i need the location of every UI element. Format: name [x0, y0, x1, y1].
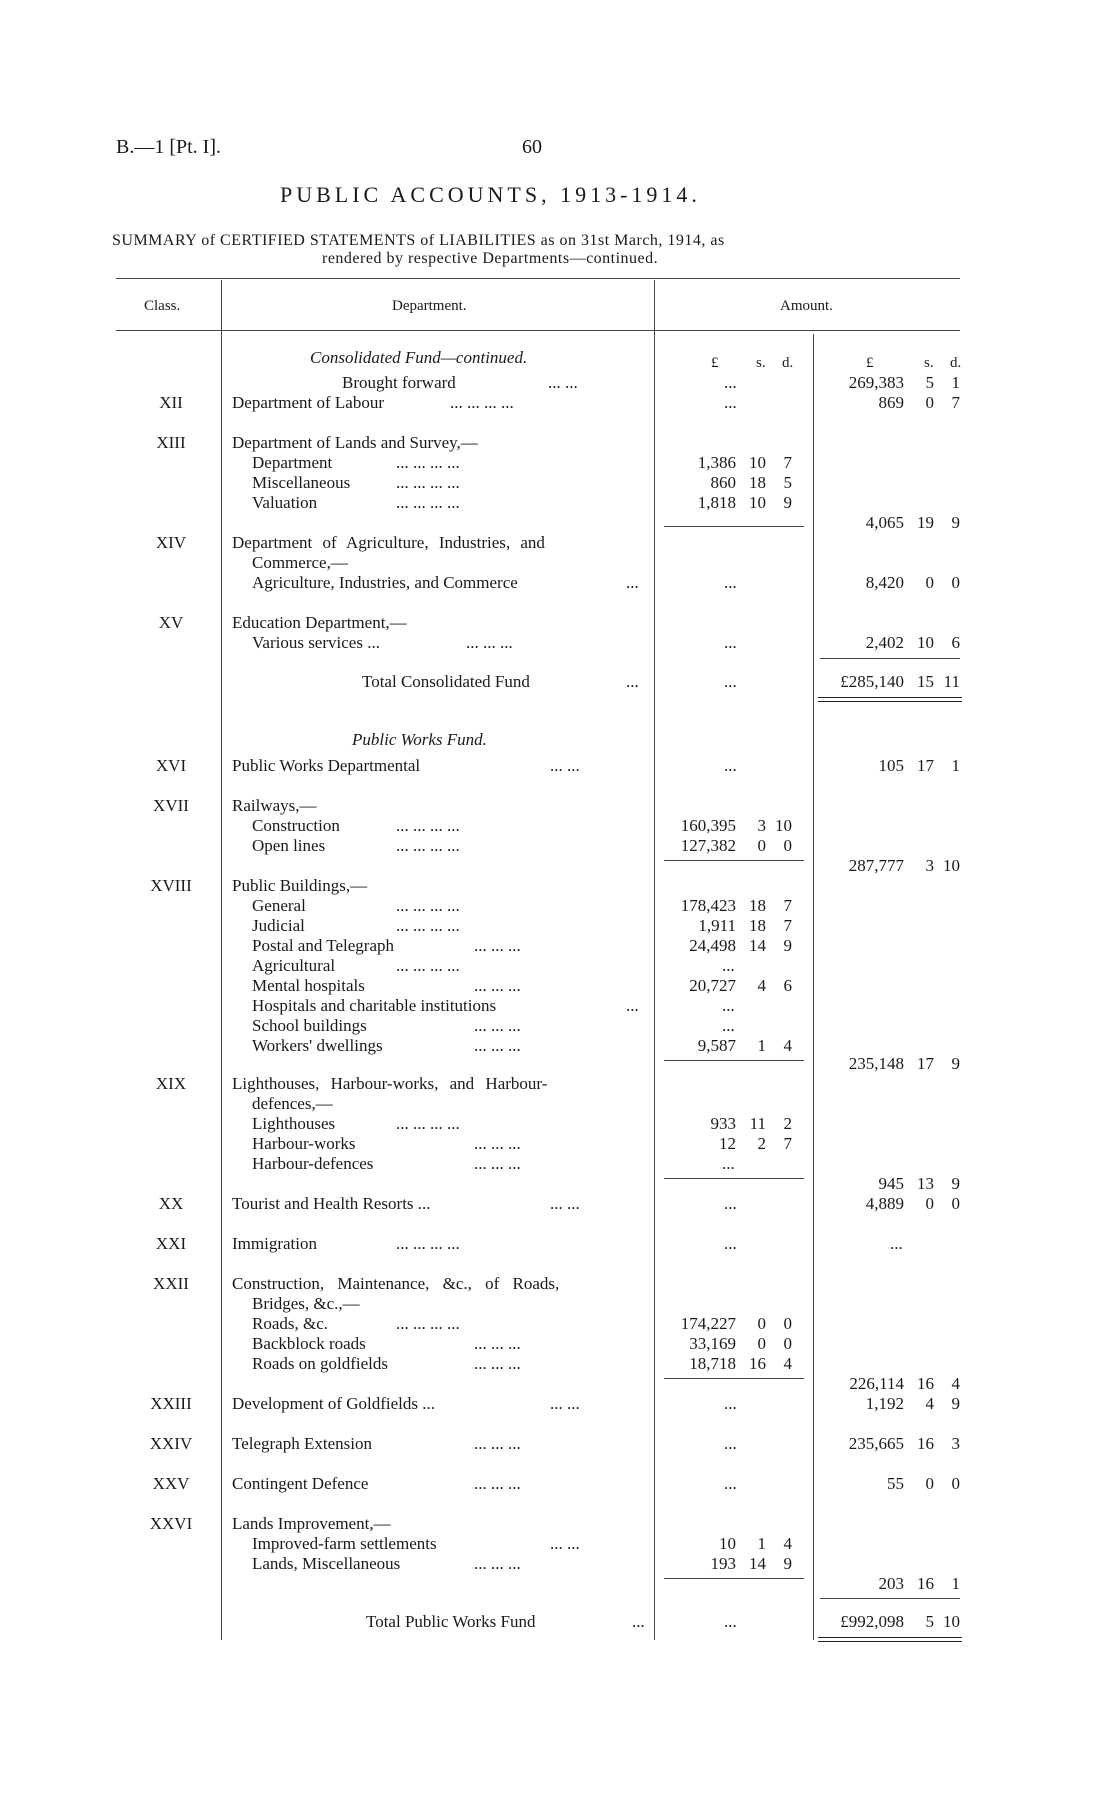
leader-dots: ... ... — [550, 1394, 580, 1413]
col-header-amount: Amount. — [780, 298, 833, 314]
leader-dots: ... ... — [550, 1194, 580, 1213]
total-pounds: 203 — [878, 1574, 904, 1593]
subtitle-line-1: SUMMARY of CERTIFIED STATEMENTS of LIABILITIES as on 31st March, 1914, as — [112, 232, 725, 249]
item-label: Improved-farm settlements — [252, 1534, 437, 1553]
sub-pence: 7 — [783, 916, 792, 935]
sub-pounds: 193 — [710, 1554, 736, 1573]
sub-pounds: 174,227 — [680, 1314, 736, 1333]
sub-shillings: 18 — [749, 896, 766, 915]
class-number: XXI — [155, 1234, 187, 1253]
item-label: Lands, Miscellaneous — [252, 1554, 401, 1573]
leader-dots: ... ... ... — [474, 1334, 521, 1353]
item-label: Roads, &c. — [252, 1314, 329, 1333]
sub-amount-blank: ... — [724, 1434, 737, 1453]
leader-dots: ... ... ... ... — [396, 836, 460, 855]
item-label: Agriculture, Industries, and Commerce — [252, 573, 518, 592]
total-pence: 9 — [951, 1394, 960, 1413]
sub-pence: 4 — [783, 1354, 792, 1373]
item-label: Department — [252, 453, 333, 472]
sub-pence: 7 — [783, 453, 792, 472]
page-number: 60 — [522, 136, 542, 158]
department-label-cont: defences,— — [252, 1094, 333, 1113]
total-pounds: 945 — [878, 1174, 904, 1193]
leader-dots: ... ... ... ... — [396, 896, 460, 915]
total-shillings: 10 — [917, 633, 934, 652]
sub-amount-blank: ... — [724, 1474, 737, 1493]
sub-shillings: 16 — [749, 1354, 766, 1373]
leader-dots: ... ... — [550, 756, 580, 775]
sub-shillings: 11 — [749, 1114, 766, 1133]
sub-pence: 6 — [783, 976, 792, 995]
leader-dots: ... ... ... — [466, 633, 513, 652]
sub-pounds: 1,818 — [697, 493, 736, 512]
unit-s-sub: s. — [756, 355, 766, 371]
class-number: XX — [158, 1194, 184, 1213]
sub-pounds: 178,423 — [680, 896, 736, 915]
total-pence: 4 — [951, 1374, 960, 1393]
sub-pence: 9 — [783, 936, 792, 955]
leader-dots: ... — [626, 996, 639, 1015]
sub-pence: 9 — [783, 493, 792, 512]
leader-dots: ... — [626, 672, 639, 691]
sub-shillings: 0 — [757, 836, 766, 855]
class-number: XXIV — [149, 1434, 193, 1453]
leader-dots: ... ... ... ... — [396, 1314, 460, 1333]
sub-amount-blank: ... — [724, 573, 737, 592]
subtotal-rule — [664, 1378, 804, 1379]
leader-dots: ... ... ... ... — [396, 473, 460, 492]
sub-pence: 10 — [775, 816, 792, 835]
sub-shillings: 1 — [757, 1534, 766, 1553]
department-label-cont: Bridges, &c.,— — [252, 1294, 360, 1313]
leader-dots: ... ... ... ... — [396, 816, 460, 835]
total-pence: 9 — [951, 1054, 960, 1073]
col-header-class: Class. — [144, 298, 181, 314]
public-works-heading: Public Works Fund. — [352, 730, 487, 749]
sub-pounds: 9,587 — [697, 1036, 736, 1055]
total-pence: 9 — [951, 1174, 960, 1193]
item-label: Hospitals and charitable institutions — [252, 996, 497, 1015]
total-public-works-shillings: 5 — [925, 1612, 934, 1631]
item-label: Valuation — [252, 493, 318, 512]
consolidated-heading: Consolidated Fund—continued. — [310, 348, 528, 367]
total-shillings: 17 — [917, 1054, 934, 1073]
total-pounds: 2,402 — [865, 633, 904, 652]
total-rule-top — [820, 658, 960, 659]
unit-pound-total: £ — [866, 355, 874, 371]
leader-dots: ... ... ... — [474, 1134, 521, 1153]
sub-pounds: 10 — [719, 1534, 736, 1553]
total-pence: 1 — [951, 1574, 960, 1593]
sub-shillings: 1 — [757, 1036, 766, 1055]
total-shillings: 0 — [925, 393, 934, 412]
sub-amount-blank: ... — [724, 373, 737, 392]
class-number: XII — [159, 393, 183, 412]
leader-dots: ... ... ... — [474, 1154, 521, 1173]
leader-dots: ... ... ... — [474, 1036, 521, 1055]
doc-reference: B.—1 [Pt. I]. — [116, 136, 221, 158]
class-number: XVII — [153, 796, 189, 815]
unit-pound-sub: £ — [711, 355, 719, 371]
class-number: XVI — [155, 756, 187, 775]
sub-pence: 5 — [783, 473, 792, 492]
leader-dots: ... ... ... ... — [396, 493, 460, 512]
class-number: XXII — [153, 1274, 189, 1293]
department-label: Department of Lands and Survey,— — [232, 433, 478, 452]
item-label: Workers' dwellings — [252, 1036, 383, 1055]
leader-dots: ... ... ... ... — [396, 1234, 460, 1253]
total-pounds: 226,114 — [849, 1374, 904, 1393]
sub-amount-blank: ... — [724, 1234, 737, 1253]
total-consolidated-shillings: 15 — [917, 672, 934, 691]
sub-amount-blank: ... — [724, 633, 737, 652]
total-pounds: 235,148 — [848, 1054, 904, 1073]
item-label: Lighthouses — [252, 1114, 336, 1133]
sub-amount-blank: ... — [722, 1154, 735, 1173]
total-shillings: 13 — [917, 1174, 934, 1193]
department-label: Lighthouses, Harbour-works, and Harbour- — [232, 1074, 548, 1093]
class-number: XIX — [155, 1074, 187, 1093]
total-pounds: 8,420 — [865, 573, 904, 592]
amount-column-rule — [813, 334, 814, 1640]
total-pence: 9 — [951, 513, 960, 532]
leader-dots: ... ... ... — [474, 1016, 521, 1035]
total-shillings: 16 — [917, 1434, 934, 1453]
total-shillings: 3 — [925, 856, 934, 875]
total-public-works-label: Total Public Works Fund — [366, 1612, 536, 1631]
total-pounds: 4,889 — [865, 1194, 904, 1213]
leader-dots: ... — [626, 573, 639, 592]
item-label: Harbour-defences — [252, 1154, 374, 1173]
item-label: Mental hospitals — [252, 976, 365, 995]
department-label: Public Works Departmental — [232, 756, 421, 775]
item-label: Backblock roads — [252, 1334, 366, 1353]
sub-pounds: 160,395 — [680, 816, 736, 835]
leader-dots: ... ... — [550, 1534, 580, 1553]
sub-amount-blank: ... — [724, 672, 737, 691]
total-shillings: 5 — [925, 373, 934, 392]
subtotal-rule — [664, 1060, 804, 1061]
item-label: Postal and Telegraph — [252, 936, 395, 955]
sub-shillings: 2 — [757, 1134, 766, 1153]
leader-dots: ... ... — [548, 373, 578, 392]
total-consolidated-pence: 11 — [943, 672, 960, 691]
brought-forward-label: Brought forward — [342, 373, 456, 392]
total-shillings: 0 — [925, 573, 934, 592]
sub-amount-blank: ... — [722, 996, 735, 1015]
department-label: Lands Improvement,— — [232, 1514, 391, 1533]
total-shillings: 4 — [925, 1394, 934, 1413]
total-shillings: 0 — [925, 1474, 934, 1493]
total-pounds: 105 — [878, 756, 904, 775]
department-label-cont: Commerce,— — [252, 553, 348, 572]
item-label: School buildings — [252, 1016, 367, 1035]
class-column-rule — [221, 280, 222, 1640]
item-label: Construction — [252, 816, 340, 835]
subtotal-rule — [664, 1178, 804, 1179]
total-pounds: 1,192 — [865, 1394, 904, 1413]
double-rule — [818, 1637, 962, 1638]
department-label: Tourist and Health Resorts ... — [232, 1194, 431, 1213]
class-number: XXV — [152, 1474, 190, 1493]
department-label: Construction, Maintenance, &c., of Roads, — [232, 1274, 560, 1293]
total-public-works-pence: 10 — [943, 1612, 960, 1631]
total-pence: 0 — [951, 573, 960, 592]
unit-d-sub: d. — [782, 355, 794, 371]
col-header-department: Department. — [392, 298, 467, 314]
leader-dots: ... ... ... ... — [396, 916, 460, 935]
subtotal-rule — [664, 526, 804, 527]
class-number: XXIII — [150, 1394, 192, 1413]
sub-pence: 7 — [783, 896, 792, 915]
leader-dots: ... ... ... ... — [396, 956, 460, 975]
department-label: Immigration — [232, 1234, 317, 1253]
total-shillings: 16 — [917, 1374, 934, 1393]
sub-shillings: 0 — [757, 1314, 766, 1333]
leader-dots: ... ... ... — [474, 1554, 521, 1573]
department-label: Education Department,— — [232, 613, 407, 632]
total-blank: ... — [890, 1234, 903, 1253]
sub-pounds: 33,169 — [689, 1334, 736, 1353]
item-label: Harbour-works — [252, 1134, 356, 1153]
leader-dots: ... ... ... ... — [396, 1114, 460, 1133]
class-number: XV — [158, 613, 184, 632]
leader-dots: ... ... ... ... — [396, 453, 460, 472]
sub-pence: 4 — [783, 1036, 792, 1055]
class-number: XXVI — [149, 1514, 193, 1533]
unit-d-total: d. — [950, 355, 962, 371]
total-pounds: 287,777 — [848, 856, 904, 875]
sub-shillings: 0 — [757, 1334, 766, 1353]
table-top-rule — [116, 278, 960, 279]
sub-amount-blank: ... — [722, 1016, 735, 1035]
sub-pence: 0 — [783, 1334, 792, 1353]
leader-dots: ... ... ... — [474, 1354, 521, 1373]
sub-pounds: 1,386 — [697, 453, 736, 472]
sub-shillings: 10 — [749, 453, 766, 472]
total-shillings: 17 — [917, 756, 934, 775]
unit-s-total: s. — [924, 355, 934, 371]
leader-dots: ... ... ... — [474, 1474, 521, 1493]
department-label: Public Buildings,— — [232, 876, 368, 895]
item-label: Open lines — [252, 836, 326, 855]
leader-dots: ... — [632, 1612, 645, 1631]
leader-dots: ... ... ... — [474, 976, 521, 995]
department-label: Department of Agriculture, Industries, and — [232, 533, 545, 552]
sub-shillings: 18 — [749, 473, 766, 492]
department-label: Railways,— — [232, 796, 317, 815]
leader-dots: ... ... ... ... — [450, 393, 514, 412]
total-pounds: 269,383 — [848, 373, 904, 392]
sub-amount-blank: ... — [722, 956, 735, 975]
department-column-rule — [654, 280, 655, 1640]
item-label: Miscellaneous — [252, 473, 351, 492]
department-label: Telegraph Extension — [232, 1434, 372, 1453]
item-label: General — [252, 896, 306, 915]
sub-pounds: 860 — [710, 473, 736, 492]
sub-shillings: 3 — [757, 816, 766, 835]
item-label: Agricultural — [252, 956, 336, 975]
total-pence: 7 — [951, 393, 960, 412]
page-title: PUBLIC ACCOUNTS, 1913-1914. — [280, 182, 701, 207]
sub-pounds: 12 — [719, 1134, 736, 1153]
total-pounds: 235,665 — [848, 1434, 904, 1453]
total-public-works-pounds: £992,098 — [840, 1612, 904, 1631]
double-rule — [818, 697, 962, 698]
total-pounds: 55 — [887, 1474, 904, 1493]
sub-amount-blank: ... — [724, 393, 737, 412]
department-label: Department of Labour — [232, 393, 384, 412]
sub-amount-blank: ... — [724, 756, 737, 775]
sub-pence: 9 — [783, 1554, 792, 1573]
sub-pounds: 24,498 — [689, 936, 736, 955]
double-rule — [818, 1641, 962, 1642]
total-consolidated-label: Total Consolidated Fund — [362, 672, 530, 691]
sub-pence: 0 — [783, 836, 792, 855]
sub-shillings: 4 — [757, 976, 766, 995]
sub-pounds: 20,727 — [689, 976, 736, 995]
total-shillings: 0 — [925, 1194, 934, 1213]
item-label: Roads on goldfields — [252, 1354, 388, 1373]
sub-pence: 0 — [783, 1314, 792, 1333]
class-number: XIII — [156, 433, 186, 452]
total-shillings: 19 — [917, 513, 934, 532]
subtitle-line-2: rendered by respective Departments—continued. — [322, 250, 659, 267]
department-label: Development of Goldfields ... — [232, 1394, 436, 1413]
total-pence: 0 — [951, 1474, 960, 1493]
item-label: Judicial — [252, 916, 305, 935]
item-label: Various services ... — [252, 633, 380, 652]
class-number: XVIII — [150, 876, 192, 895]
total-pounds: 4,065 — [865, 513, 904, 532]
sub-shillings: 14 — [749, 936, 766, 955]
sub-pounds: 933 — [710, 1114, 736, 1133]
sub-pounds: 127,382 — [680, 836, 736, 855]
total-pence: 0 — [951, 1194, 960, 1213]
sub-amount-blank: ... — [724, 1194, 737, 1213]
class-number: XIV — [155, 533, 187, 552]
sub-amount-blank: ... — [724, 1394, 737, 1413]
sub-pence: 4 — [783, 1534, 792, 1553]
sub-pounds: 1,911 — [698, 916, 736, 935]
subtotal-rule — [664, 860, 804, 861]
sub-shillings: 10 — [749, 493, 766, 512]
sub-amount-blank: ... — [724, 1612, 737, 1631]
total-pence: 1 — [951, 373, 960, 392]
sub-shillings: 18 — [749, 916, 766, 935]
total-consolidated-pounds: £285,140 — [840, 672, 904, 691]
leader-dots: ... ... ... — [474, 936, 521, 955]
total-pence: 10 — [943, 856, 960, 875]
total-pence: 6 — [951, 633, 960, 652]
sub-shillings: 14 — [749, 1554, 766, 1573]
sub-pence: 2 — [783, 1114, 792, 1133]
double-rule — [818, 701, 962, 702]
total-pounds: 869 — [878, 393, 904, 412]
header-bottom-rule — [116, 330, 960, 331]
subtotal-rule — [664, 1578, 804, 1579]
sub-pence: 7 — [783, 1134, 792, 1153]
leader-dots: ... ... ... — [474, 1434, 521, 1453]
total-pence: 1 — [951, 756, 960, 775]
total-pence: 3 — [951, 1434, 960, 1453]
department-label: Contingent Defence — [232, 1474, 369, 1493]
sub-pounds: 18,718 — [689, 1354, 736, 1373]
total-shillings: 16 — [917, 1574, 934, 1593]
total-rule-top — [820, 1598, 960, 1599]
